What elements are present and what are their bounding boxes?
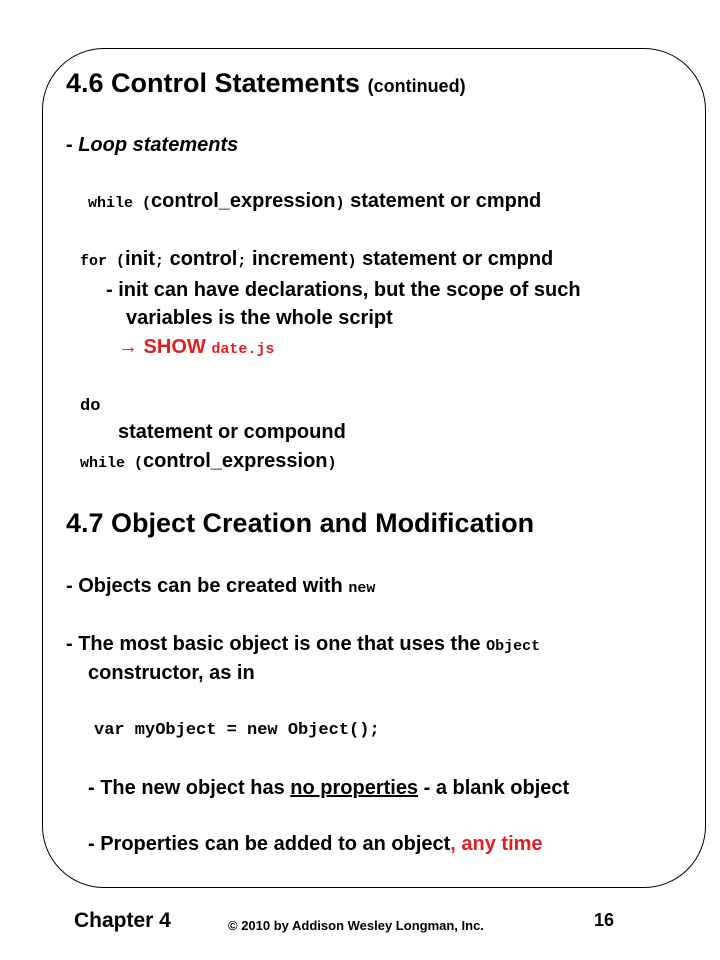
section-title-4-6: 4.6 Control Statements (continued) <box>66 68 466 98</box>
bullet-basic-object: - The most basic object is one that uses the Object <box>66 633 541 655</box>
show-date-js-line: → SHOW date.js <box>118 336 275 358</box>
do-body: statement or compound <box>118 421 346 443</box>
file-name: date.js <box>211 341 275 358</box>
do-keyword: do <box>80 397 101 416</box>
page-number: 16 <box>594 910 615 930</box>
for-note-line-1: - init can have declarations, but the scope of such <box>106 279 581 301</box>
sub-bullet-no-properties: - The new object has no properties - a blank object <box>88 777 570 799</box>
for-syntax-line: for (init; control; increment) statement or cmpnd <box>80 248 554 270</box>
bullet-objects-new: - Objects can be created with new <box>66 575 376 597</box>
new-keyword: new <box>348 580 376 597</box>
footer-copyright: © 2010 by Addison Wesley Longman, Inc. <box>228 918 484 933</box>
while-syntax-line: while (control_expression) statement or cmpnd <box>88 190 542 212</box>
right-arrow-icon: → <box>118 336 138 358</box>
loop-statements-heading: - Loop statements <box>66 134 239 156</box>
for-note-line-2: variables is the whole script <box>126 307 393 329</box>
object-keyword: Object <box>486 638 541 655</box>
section-title-4-7: 4.7 Object Creation and Modification <box>66 508 535 538</box>
footer-chapter: Chapter 4 <box>74 909 171 932</box>
bullet-basic-object-line-2: constructor, as in <box>88 662 255 684</box>
title-suffix: (continued) <box>367 76 466 96</box>
code-example: var myObject = new Object(); <box>94 721 380 740</box>
sub-bullet-add-properties: - Properties can be added to an object, any time <box>88 833 543 855</box>
do-while-line: while (control_expression) <box>80 450 337 472</box>
